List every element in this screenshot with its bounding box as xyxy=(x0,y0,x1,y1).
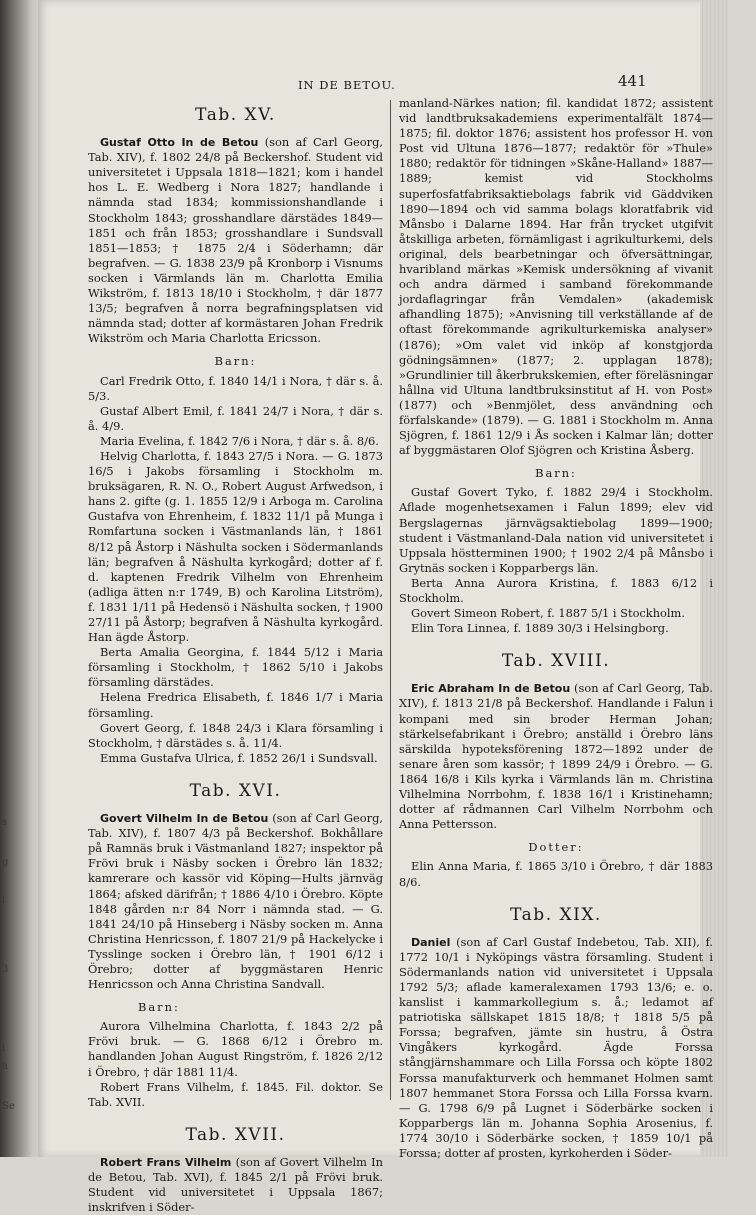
section-title: Tab. XIX. xyxy=(510,904,602,925)
genealogy-entry xyxy=(88,811,383,992)
margin-fragment: s xyxy=(2,817,8,828)
section-title: Tab. XVIII. xyxy=(501,651,611,672)
child-entry: Berta Anna Aurora Kristina, f. 1883 6/12 i Stockholm. xyxy=(399,575,713,605)
child-entry: Gustaf Albert Emil, f. 1841 24/7 i Nora, † där s. å. 4/9. xyxy=(88,403,383,433)
person-name: Eric Abraham In de Betou xyxy=(411,682,571,696)
genealogy-entry xyxy=(88,135,383,346)
child-entry: Emma Gustafva Ulrica, f. 1852 26/1 i Sundsvall. xyxy=(100,750,378,765)
entry-text: (son af Carl Georg, Tab. XIV), f. 1807 4/3 på Beckershof. Bokhållare på Ramnäs bruk i Västmanland 1827; inspektor på Frövi bruk i Näsby socken i Örebro län 1832; kamrerare och kassör vid Köping—Hults järnväg 1864; afsked därifrån; † 1886 4/10 i Örebro. Köpte 1848 gården n:r 84 Norr i nämnda stad. — G. 1841 24/10 på Hinseberg i Näsby socken m. Anna Christina Henricsson, f. 1807 21/9 på Hackelycke i Tysslinge socken i Örebro län, † 1901 6/12 i Örebro; dotter af byggmästaren Henric Henricsson och Anna Christina Sandvall. xyxy=(88,811,383,992)
child-entry: Govert Georg, f. 1848 24/3 i Klara församling i Stockholm, † därstädes s. å. 11/4. xyxy=(88,720,383,750)
entry-text: (son af Govert Vilhelm In de Betou, Tab. XVI), f. 1845 2/1 på Frövi bruk. Student vid universitetet i Uppsala 1867; inskrifven i Söder- xyxy=(88,1154,384,1215)
person-name: Govert Vilhelm In de Betou xyxy=(100,812,269,826)
right-column xyxy=(399,96,713,1161)
margin-fragment: Se xyxy=(2,1101,15,1112)
person-name: Daniel xyxy=(411,935,451,949)
genealogy-entry xyxy=(88,1155,383,1215)
child-entry: Robert Frans Vilhelm, f. 1845. Fil. doktor. Se Tab. XVII. xyxy=(88,1079,383,1109)
book-page xyxy=(38,0,728,1215)
child-entry: Berta Amalia Georgina, f. 1844 5/12 i Maria församling i Stockholm, † 1862 5/10 i Jakobs församling därstädes. xyxy=(88,645,383,690)
entry-text: (son af Carl Georg, Tab. XIV), f. 1813 21/8 på Beckershof. Handlande i Falun i kompani med sin broder Herman Johan; stärkelsefabrikant i Örebro; anställd i Örebro läns särskilda hypoteksförening 1872—1892 under de senare åren som kassör; † 1899 24/9 i Örebro. — G. 1864 16/8 i Kils kyrka i Värmlands län m. Christina Vilhelmina Norrbohm, f. 1838 16/1 i Kristinehamn; dotter af rådmannen Carl Vilhelm Norrbohm och Anna Pettersson. xyxy=(399,681,714,832)
person-name: Robert Frans Vilhelm xyxy=(100,1155,232,1169)
margin-fragment: a xyxy=(2,1061,8,1072)
book-binding-shadow xyxy=(0,0,40,1157)
page-header xyxy=(38,72,728,92)
child-entry: Helena Fredrica Elisabeth, f. 1846 1/7 i Maria församling. xyxy=(88,690,383,720)
margin-fragment: i xyxy=(2,1043,6,1054)
person-name: Gustaf Otto In de Betou xyxy=(100,136,259,150)
child-entry: Carl Fredrik Otto, f. 1840 14/1 i Nora, † där s. å. 5/3. xyxy=(88,373,383,403)
genealogy-entry xyxy=(399,935,713,1161)
margin-fragment: g xyxy=(2,857,9,868)
child-entry: Gustaf Govert Tyko, f. 1882 29/4 i Stockholm. Aflade mogenhetsexamen i Falun 1899; elev vid Bergslagernas järnvägsaktiebolag 1899—1900; student i Västmanland-Dala nation vid universitetet i Uppsala höstterminen 1900; † 1902 2/4 på Månsbo i Grytnäs socken i Kopparbergs län. xyxy=(399,485,713,575)
entry-text: (son af Carl Georg, Tab. XIV), f. 1802 24/8 på Beckershof. Student vid universitetet i Uppsala 1818—1821; kom i handel hos L. E. Wedberg i Nora 1827; handlande i nämnda stad 1834; kommissionshandlande i Stockholm 1843; grosshandlare därstädes 1849—1851 och från 1853; grosshandlare i Sundsvall 1851—1853; † 1875 2/4 i Söderhamn; där begrafven. — G. 1838 23/9 på Kronborp i Visnums socken i Värmlands län m. Charlotta Emilia Wikström, f. 1813 18/10 i Stockholm, † där 1877 13/5; begrafven å norra begrafningsplatsen vid nämnda stad; dotter af kormästaren Johan Fredrik Wikström och Maria Charlotta Ericsson. xyxy=(88,135,383,346)
section-title: Tab. XVI. xyxy=(189,780,282,801)
child-entry: Elin Anna Maria, f. 1865 3/10 i Örebro, † där 1883 8/6. xyxy=(399,859,713,889)
margin-fragment: 3 xyxy=(2,964,9,975)
child-entry: Elin Tora Linnea, f. 1889 30/3 i Helsingborg. xyxy=(411,621,669,636)
children-label: Barn: xyxy=(214,354,257,369)
child-entry: Aurora Vilhelmina Charlotta, f. 1843 2/2 på Frövi bruk. — G. 1868 6/12 i Örebro m. handlanden Johan August Ringström, f. 1826 2/12 i Örebro, † där 1881 11/4. xyxy=(88,1019,383,1079)
child-entry: Govert Simeon Robert, f. 1887 5/1 i Stockholm. xyxy=(411,606,685,621)
child-entry: Maria Evelina, f. 1842 7/6 i Nora, † där s. å. 8/6. xyxy=(100,433,379,448)
left-column xyxy=(88,96,383,1215)
child-entry: Helvig Charlotta, f. 1843 27/5 i Nora. — G. 1873 16/5 i Jakobs församling i Stockholm m. bruksägaren, R. N. O., Robert August Arfwedson, i hans 2. gifte (g. 1. 1855 12/9 i Arboga m. Carolina Gustafva von Ehrenheim, f. 1832 11/1 på Munga i Romfartuna socken i Västmanlands län, † 1861 8/12 på Åstorp i Näshulta socken i Södermanlands län; begrafven å Näshulta kyrkogård; dotter af f. d. kaptenen Fredrik Vilhelm von Ehrenheim (adliga ätten n:r 1749, B) och Karolina Litström), f. 1831 1/11 på Hedensö i Näshulta socken, † 1900 27/11 på Åstorp; begrafven å Näshulta kyrkogård. Han ägde Åstorp. xyxy=(88,448,383,645)
section-title: Tab. XVII. xyxy=(185,1124,286,1145)
children-label: Dotter: xyxy=(528,840,584,855)
entry-continuation: manland-Närkes nation; fil. kandidat 1872; assistent vid landtbruksakademiens experimentalfält 1874—1875; fil. doktor 1876; assistent hos professor H. von Post vid Ultuna 1876—1877; redaktör för »Thule» 1880; redaktör för tidningen »Skåne-Halland» 1887—1889; kemist vid Stockholms superfosfatfabriksaktiebolags fabrik vid Gäddviken 1890—1894 och vid samma bolags kloratfabrik vid Månsbo i Dalarne 1894. Har från trycket utgifvit åtskilliga arbeten, förnämligast i agrikulturkemi, dels original, dels bearbetningar och öfversättningar, hvaribland märkas »Kemisk undersökning af vivanit och andra därmed i samband förekommande jordaflagringar från Vemdalen» (akademisk afhandling 1875); »Anvisning till verkställande af de oftast förekommande agrikulturkemiska analyser» (1876); »Om valet vid inköp af konstgjorda gödningsämnen» (1877; 2. upplagan 1878); »Grundlinier till åkerbrukskemien, efter föreläsningar hållna vid Ultuna landtbruksinstitut af H. von Post» (1877) och »Benmjölet, dess användning och förfalskande» (1879). — G. 1881 i Stockholm m. Anna Sjögren, f. 1861 12/9 i Ås socken i Kalmar län; dotter af byggmästaren Olof Sjögren och Kristina Åsberg. xyxy=(399,96,713,458)
genealogy-entry xyxy=(399,681,713,832)
children-label: Barn: xyxy=(138,1000,180,1015)
column-rule xyxy=(390,100,391,1100)
margin-fragment: l xyxy=(2,895,6,906)
children-label: Barn: xyxy=(535,466,577,481)
page-number: 441 xyxy=(618,72,647,90)
entry-text: (son af Carl Gustaf Indebetou, Tab. XII), f. 1772 10/1 i Nyköpings västra församling. Student i Södermanlands nation vid universitetet i Uppsala 1792 5/3; aflade kameralexamen 1793 13/6; e. o. kanslist i kammarkollegium s. å.; ledamot af patriotiska sällskapet 1815 18/8; † 1818 5/5 på Forssa; begrafven, jämte sin hustru, å Östra Vingåkers kyrkogård. Ägde Forssa stångjärnshammare och Lilla Forssa och köpte 1802 Forssa manufakturverk och hemmanet Holmen samt 1807 hemmanet Stora Forssa och Lilla Forssa kvarn. — G. 1798 6/9 på Lugnet i Söderbärke socken i Kopparbergs län m. Johanna Sophia Arosenius, f. 1774 30/10 i Söderbärke socken, † 1859 10/1 på Forssa; dotter af prosten, kyrkoherden i Söder- xyxy=(399,934,713,1160)
section-title: Tab. XV. xyxy=(195,105,276,125)
running-title: IN DE BETOU. xyxy=(298,78,396,92)
